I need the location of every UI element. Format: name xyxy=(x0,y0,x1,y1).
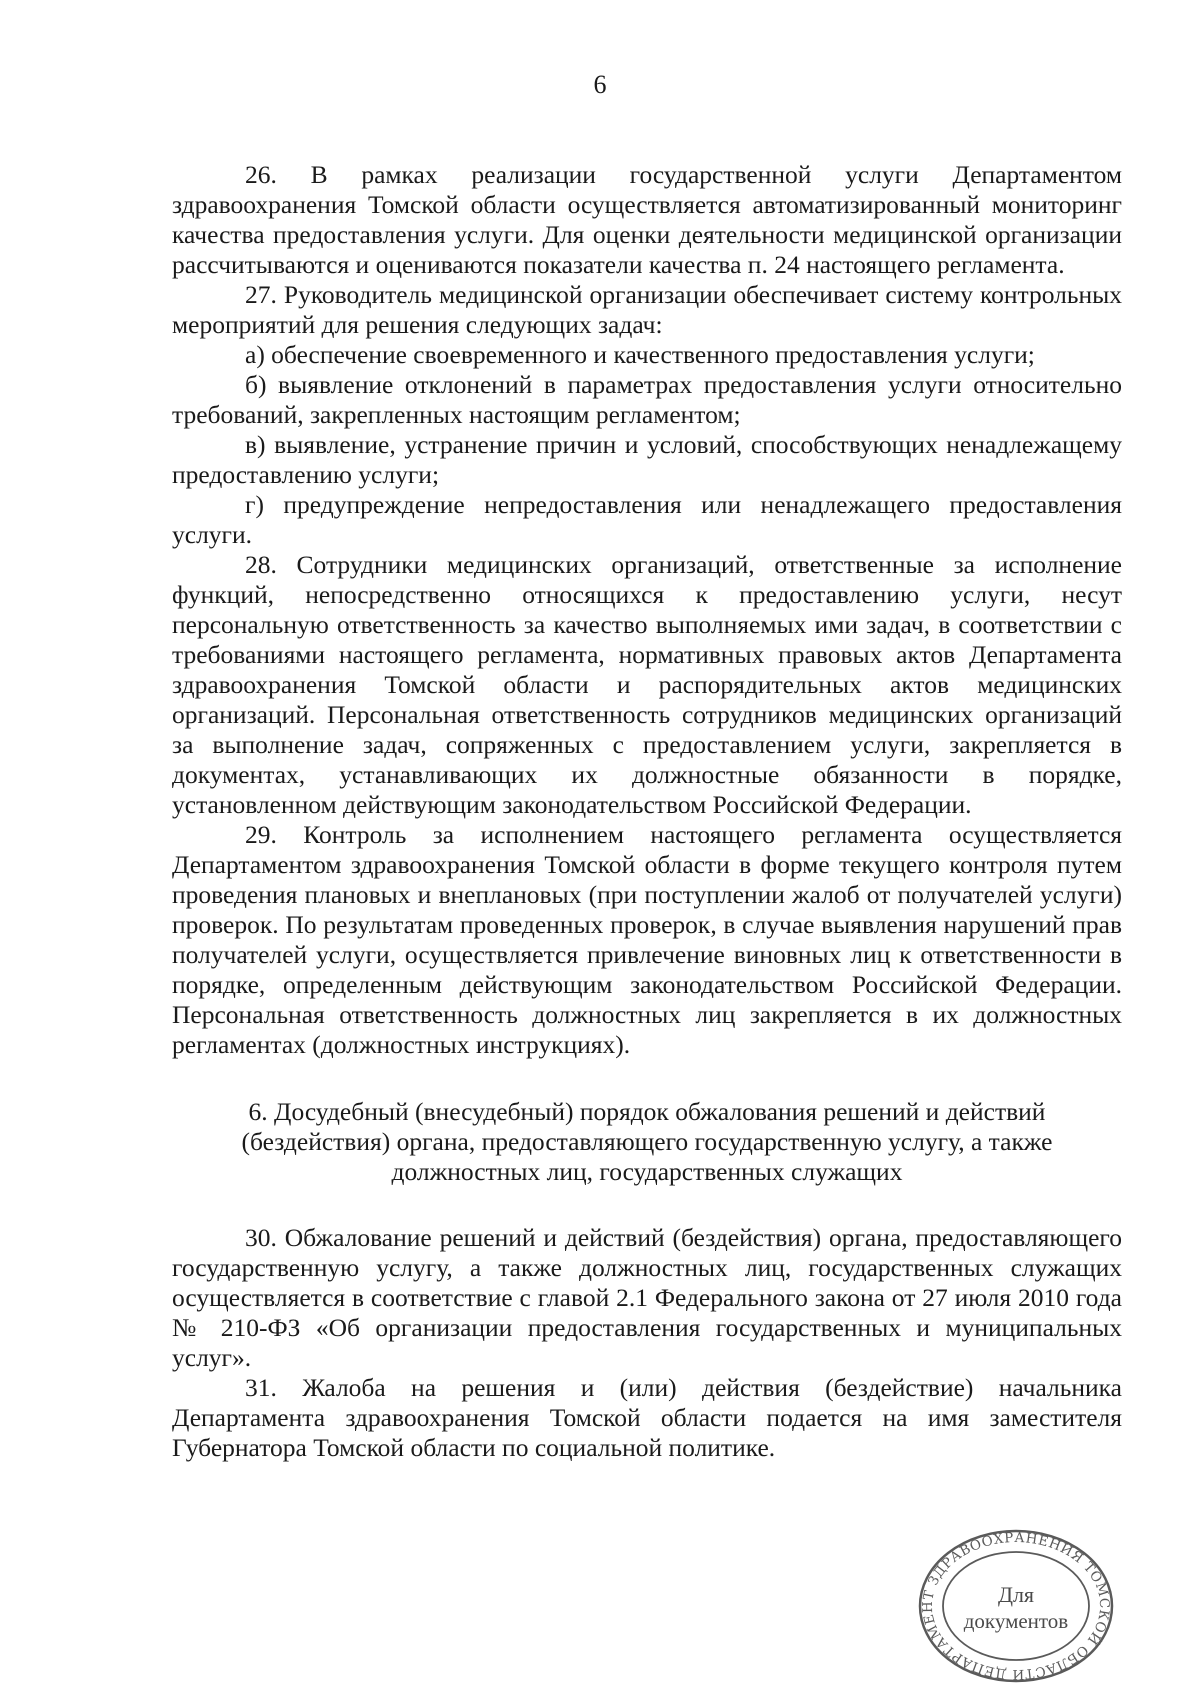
department-stamp xyxy=(912,1528,1120,1693)
list-item-v: в) выявление, устранение причин и условий, способствующих ненадлежащему предоставлению услуги; xyxy=(172,430,1122,489)
paragraph-29: 29. Контроль за исполнением настоящего регламента осуществляется Департаментом здравоохранения Томской области в форме текущего контроля путем проведения плановых и внеплановых (при поступлении жалоб от получателей услуги) проверок. По результатам проведенных проверок, в случае выявления нарушений прав получателей услуги, осуществляется привлечение виновных лиц к ответственности в порядке, определенным действующим законодательством Российской Федерации. Персональная ответственность должностных лиц закрепляется в их должностных регламентах (должностных инструкциях). xyxy=(172,820,1122,1059)
paragraph-31: 31. Жалоба на решения и (или) действия (бездействие) начальника Департамента здравоохранения Томской области подается на имя заместителя Губернатора Томской области по социальной политике. xyxy=(172,1373,1122,1462)
paragraph-26: 26. В рамках реализации государственной услуги Департаментом здравоохранения Томской области осуществляется автоматизированный мониторинг качества предоставления услуги. Для оценки деятельности медицинской организации рассчитываются и оцениваются показатели качества п. 24 настоящего регламента. xyxy=(172,160,1122,279)
paragraph-27: 27. Руководитель медицинской организации обеспечивает систему контрольных мероприятий для решения следующих задач: xyxy=(172,280,1122,339)
list-item-b: б) выявление отклонений в параметрах предоставления услуги относительно требований, закрепленных настоящим регламентом; xyxy=(172,370,1122,429)
section-heading-line: 6. Досудебный (внесудебный) порядок обжалования решений и действий xyxy=(248,1097,1046,1126)
list-item-g: г) предупреждение непредоставления или ненадлежащего предоставления услуги. xyxy=(172,490,1122,549)
section-heading xyxy=(172,1097,1122,1187)
page-number: 6 xyxy=(593,70,607,99)
document-body xyxy=(172,160,1122,1463)
paragraph-28: 28. Сотрудники медицинских организаций, ответственные за исполнение функций, непосредственно относящихся к предоставлению услуги, несут персональную ответственность за качество выполняемых ими задач, в соответствии с требованиями настоящего регламента, нормативных правовых актов Департамента здравоохранения Томской области и распорядительных актов медицинских организаций. Персональная ответственность сотрудников медицинских организаций за выполнение задач, сопряженных с предоставлением услуги, закрепляется в документах, устанавливающих их должностные обязанности в порядке, установленном действующим законодательством Российской Федерации. xyxy=(172,550,1122,819)
section-heading-line: должностных лиц, государственных служащих xyxy=(391,1157,903,1186)
stamp-line-2: документов xyxy=(963,1609,1069,1633)
paragraph-30: 30. Обжалование решений и действий (бездействия) органа, предоставляющего государственную услугу, а также должностных лиц, государственных служащих осуществляется в соответствие с главой 2.1 Федерального закона от 27 июля 2010 года № 210-ФЗ «Об организации предоставления государственных и муниципальных услуг». xyxy=(172,1223,1122,1372)
section-heading-line: (бездействия) органа, предоставляющего государственную услугу, а также xyxy=(241,1127,1053,1156)
stamp-line-1: Для xyxy=(997,1582,1035,1607)
stamp-ring-textpath: ДЕПАРТАМЕНТ ЗДРАВООХРАНЕНИЯ ТОМСКОЙ ОБЛАСТИ xyxy=(919,1529,1113,1683)
list-item-a: а) обеспечение своевременного и качественного предоставления услуги; xyxy=(245,340,1035,369)
